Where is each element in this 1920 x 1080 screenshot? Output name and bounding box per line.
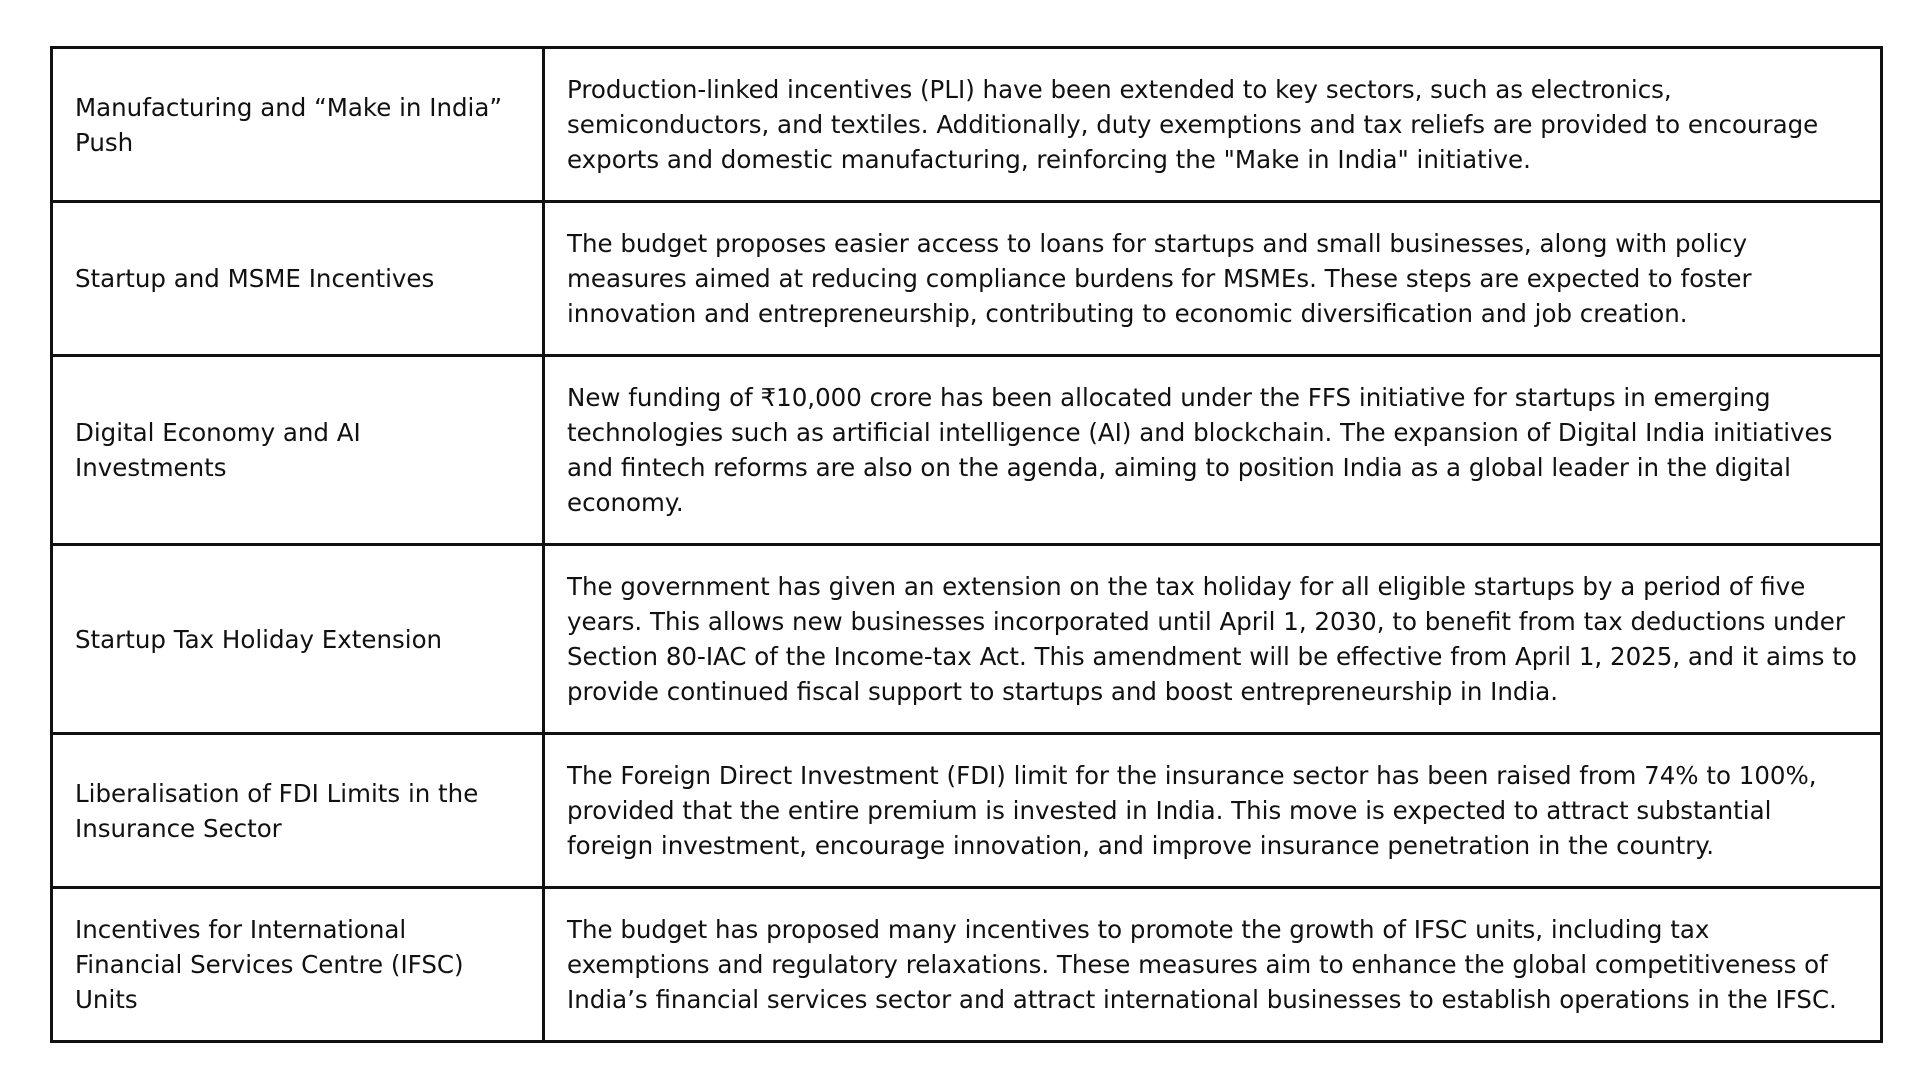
table-row xyxy=(52,734,1882,888)
table-row xyxy=(52,545,1882,734)
description-cell: The budget has proposed many incentives to promote the growth of IFSC units, including tax exemptions and regulatory relaxations. These measures aim to enhance the global competitiveness of India’s financial services sector and attract international businesses to establish operations in the IFSC. xyxy=(544,888,1882,1042)
table-row xyxy=(52,202,1882,356)
topic-cell: Startup and MSME Incentives xyxy=(52,202,544,356)
topic-cell: Liberalisation of FDI Limits in the Insurance Sector xyxy=(52,734,544,888)
description-cell: The government has given an extension on the tax holiday for all eligible startups by a period of five years. This allows new businesses incorporated until April 1, 2030, to benefit from tax deductions under Section 80-IAC of the Income-tax Act. This amendment will be effective from April 1, 2025, and it aims to provide continued fiscal support to startups and boost entrepreneurship in India. xyxy=(544,545,1882,734)
description-cell: New funding of ₹10,000 crore has been allocated under the FFS initiative for startups in emerging technologies such as artificial intelligence (AI) and blockchain. The expansion of Digital India initiatives and fintech reforms are also on the agenda, aiming to position India as a global leader in the digital economy. xyxy=(544,356,1882,545)
topic-cell: Digital Economy and AI Investments xyxy=(52,356,544,545)
table-row xyxy=(52,888,1882,1042)
description-cell: Production-linked incentives (PLI) have been extended to key sectors, such as electronics, semiconductors, and textiles. Additionally, duty exemptions and tax reliefs are provided to encourage exports and domestic manufacturing, reinforcing the "Make in India" initiative. xyxy=(544,48,1882,202)
description-cell: The Foreign Direct Investment (FDI) limit for the insurance sector has been raised from 74% to 100%, provided that the entire premium is invested in India. This move is expected to attract substantial foreign investment, encourage innovation, and improve insurance penetration in the country. xyxy=(544,734,1882,888)
description-cell: The budget proposes easier access to loans for startups and small businesses, along with policy measures aimed at reducing compliance burdens for MSMEs. These steps are expected to foster innovation and entrepreneurship, contributing to economic diversification and job creation. xyxy=(544,202,1882,356)
topic-cell: Startup Tax Holiday Extension xyxy=(52,545,544,734)
topic-cell: Manufacturing and “Make in India” Push xyxy=(52,48,544,202)
table-row xyxy=(52,48,1882,202)
topic-cell: Incentives for International Financial Services Centre (IFSC) Units xyxy=(52,888,544,1042)
table-row xyxy=(52,356,1882,545)
policy-table xyxy=(50,46,1883,1043)
